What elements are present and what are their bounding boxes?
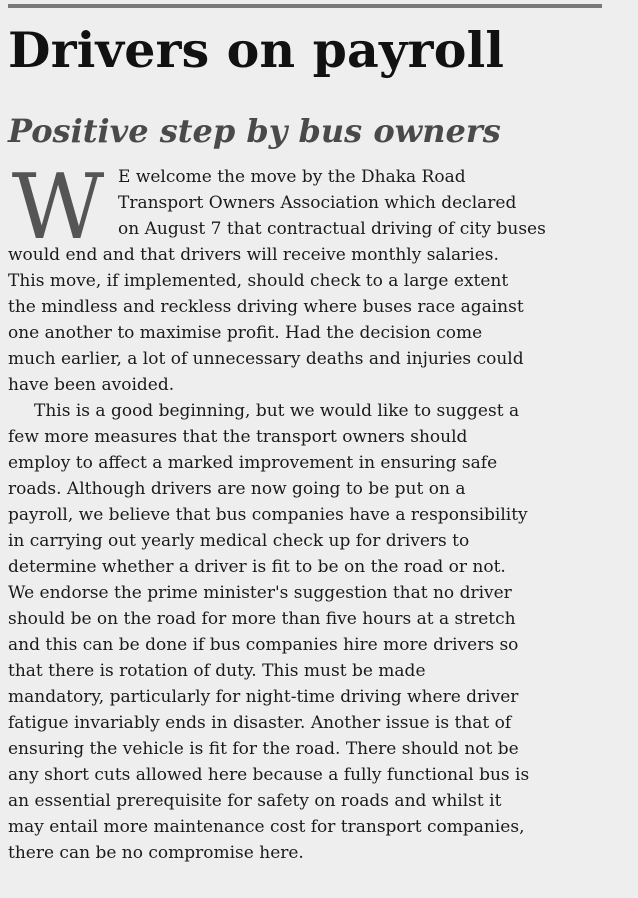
subheadline: Positive step by bus owners (8, 112, 501, 150)
paragraph-1-line: on August 7 that contractual driving of city buses (118, 219, 546, 239)
paragraph-1-line: Transport Owners Association which declared (118, 193, 517, 213)
paragraph-2-line: determine whether a driver is fit to be on the road or not. (8, 557, 506, 577)
paragraph-2-line: that there is rotation of duty. This must be made (8, 661, 426, 681)
paragraph-1-line: have been avoided. (8, 375, 175, 395)
paragraph-2-line: in carrying out yearly medical check up for drivers to (8, 531, 470, 551)
paragraph-2-line: should be on the road for more than five hours at a stretch (8, 609, 516, 629)
drop-cap: W (11, 155, 105, 260)
paragraph-2-line: ensuring the vehicle is fit for the road. There should not be (8, 739, 519, 759)
paragraph-2-line: and this can be done if bus companies hire more drivers so (8, 635, 519, 655)
paragraph-2-line: roads. Although drivers are now going to be put on a (8, 479, 466, 499)
paragraph-1-line: would end and that drivers will receive monthly salaries. (8, 245, 499, 265)
paragraph-1-line: much earlier, a lot of unnecessary deaths and injuries could (8, 349, 524, 369)
paragraph-2-line: This is a good beginning, but we would like to suggest a (34, 401, 520, 421)
paragraph-2-line: may entail more maintenance cost for transport companies, (8, 817, 525, 837)
paragraph-1-line: E welcome the move by the Dhaka Road (118, 167, 466, 187)
paragraph-2-line: there can be no compromise here. (8, 843, 304, 863)
top-rule (8, 4, 602, 8)
paragraph-2-line: an essential prerequisite for safety on roads and whilst it (8, 791, 502, 811)
paragraph-2-line: mandatory, particularly for night-time driving where driver (8, 687, 519, 707)
paragraph-2-line: employ to affect a marked improvement in ensuring safe (8, 453, 498, 473)
paragraph-2-line: any short cuts allowed here because a fully functional bus is (8, 765, 530, 785)
headline: Drivers on payroll (8, 21, 505, 79)
paragraph-2-line: few more measures that the transport owners should (8, 427, 468, 447)
paragraph-2-line: payroll, we believe that bus companies have a responsibility (8, 505, 528, 525)
paragraph-1-line: the mindless and reckless driving where buses race against (8, 297, 524, 317)
paragraph-1-line: one another to maximise profit. Had the decision come (8, 323, 483, 343)
paragraph-2-line: fatigue invariably ends in disaster. Another issue is that of (8, 713, 512, 733)
paragraph-2-line: We endorse the prime minister's suggestion that no driver (8, 583, 512, 603)
paragraph-1-line: This move, if implemented, should check to a large extent (8, 271, 509, 291)
